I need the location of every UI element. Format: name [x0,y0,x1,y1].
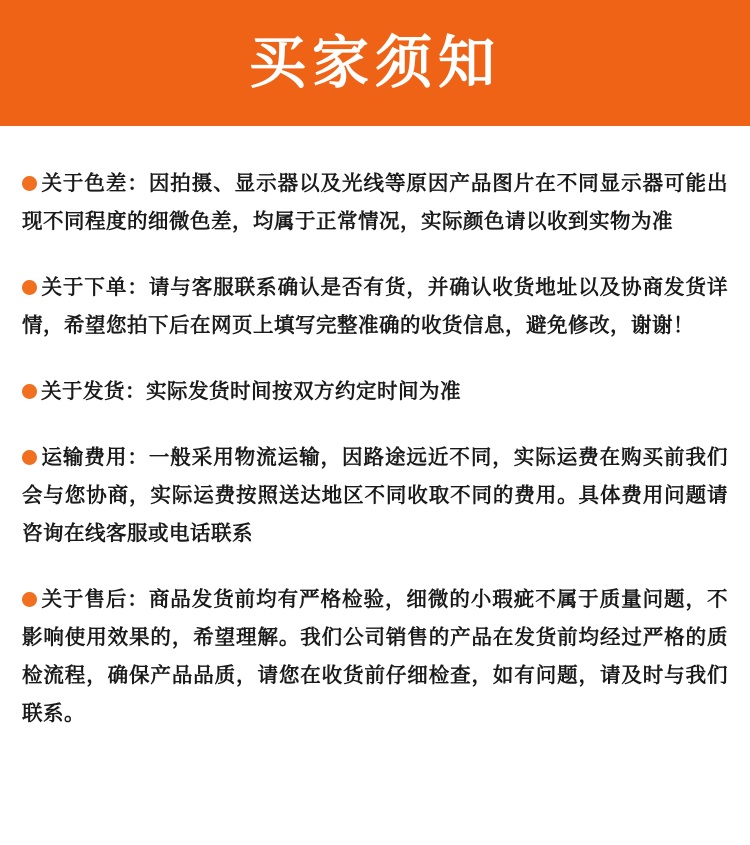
notice-text: 一般采用物流运输，因路途远近不同，实际运费在购买前我们会与您协商，实际运费按照送达地区不同收取不同的费用。具体费用问题请咨询在线客服或电话联系 [22,445,728,545]
notice-label: 关于发货： [41,379,146,403]
notice-paragraph [22,438,728,552]
list-item [22,372,728,410]
notice-paragraph [22,580,728,732]
notice-label: 关于下单： [41,275,149,299]
bullet-icon [22,450,37,465]
notice-paragraph [22,268,728,344]
notice-text: 实际发货时间按双方约定时间为准 [146,379,461,403]
notice-text: 请与客服联系确认是否有货，并确认收货地址以及协商发货详情，希望您拍下后在网页上填写完整准确的收货信息，避免修改，谢谢！ [22,275,728,337]
notice-paragraph [22,164,728,240]
notice-list [0,126,750,732]
notice-paragraph [22,372,728,410]
list-item [22,268,728,344]
notice-text: 因拍摄、显示器以及光线等原因产品图片在不同显示器可能出现不同程度的细微色差，均属于正常情况，实际颜色请以收到实物为准 [22,171,728,233]
page-title: 买家须知 [249,29,501,96]
notice-label: 关于色差： [41,171,149,195]
list-item [22,580,728,732]
list-item [22,438,728,552]
bullet-icon [22,384,37,399]
bullet-icon [22,592,37,607]
notice-label: 关于售后： [41,587,149,611]
notice-label: 运输费用： [41,445,149,469]
bullet-icon [22,280,37,295]
list-item [22,164,728,240]
page-banner [0,0,750,126]
bullet-icon [22,176,37,191]
notice-text: 商品发货前均有严格检验，细微的小瑕疵不属于质量问题，不影响使用效果的，希望理解。我们公司销售的产品在发货前均经过严格的质检流程，确保产品品质，请您在收货前仔细检查，如有问题，请及时与我们联系。 [22,587,728,725]
